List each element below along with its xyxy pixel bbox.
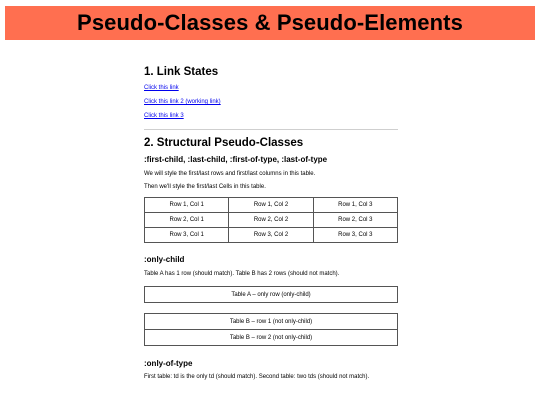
page-title: Pseudo-Classes & Pseudo-Elements [77,10,463,35]
section-heading-structural: 2. Structural Pseudo-Classes [144,137,304,149]
table-row [145,198,398,213]
subheading-only-of-type: :only-of-type [144,359,193,368]
table-cell: Row 1, Col 2 [229,198,313,213]
table-row [145,314,398,330]
paragraph-only-child: Table A has 1 row (should match). Table B has 2 rows (should not match). [144,271,340,277]
subheading-first-last: :first-child, :last-child, :first-of-type, :last-of-type [144,155,328,164]
main-content [144,66,398,381]
table-cell: Table B – row 2 (not only-child) [145,330,398,346]
table-row [145,330,398,346]
table-cell: Row 2, Col 1 [145,213,229,228]
table-cell: Row 3, Col 3 [313,228,397,243]
table-cell: Row 2, Col 3 [313,213,397,228]
table-cell: Table B – row 1 (not only-child) [145,314,398,330]
paragraph-cells-intro: Then we'll style the first/last Cells in this table. [144,184,266,190]
page-banner [5,6,535,40]
section-heading-link-states: 1. Link States [144,66,219,78]
table-cell: Row 1, Col 3 [313,198,397,213]
table-row [145,287,398,303]
subheading-only-child: :only-child [144,255,185,264]
table-row [145,213,398,228]
demo-link-2[interactable]: Click this link 2 (working link) [144,99,221,105]
table-cell: Row 2, Col 2 [229,213,313,228]
demo-table-b [144,313,398,346]
demo-table-3x3 [144,197,398,243]
table-cell: Table A – only row (only-child) [145,287,398,303]
table-cell: Row 3, Col 1 [145,228,229,243]
demo-link-3[interactable]: Click this link 3 [144,113,184,119]
table-cell: Row 3, Col 2 [229,228,313,243]
demo-table-a [144,286,398,303]
demo-link-1[interactable]: Click this link [144,85,179,91]
table-row [145,228,398,243]
table-cell: Row 1, Col 1 [145,198,229,213]
section-divider [144,129,398,130]
paragraph-table-intro: We will style the first/last rows and first/last columns in this table. [144,171,316,177]
paragraph-only-of-type: First table: td is the only td (should match). Second table: two tds (should not match). [144,374,370,380]
